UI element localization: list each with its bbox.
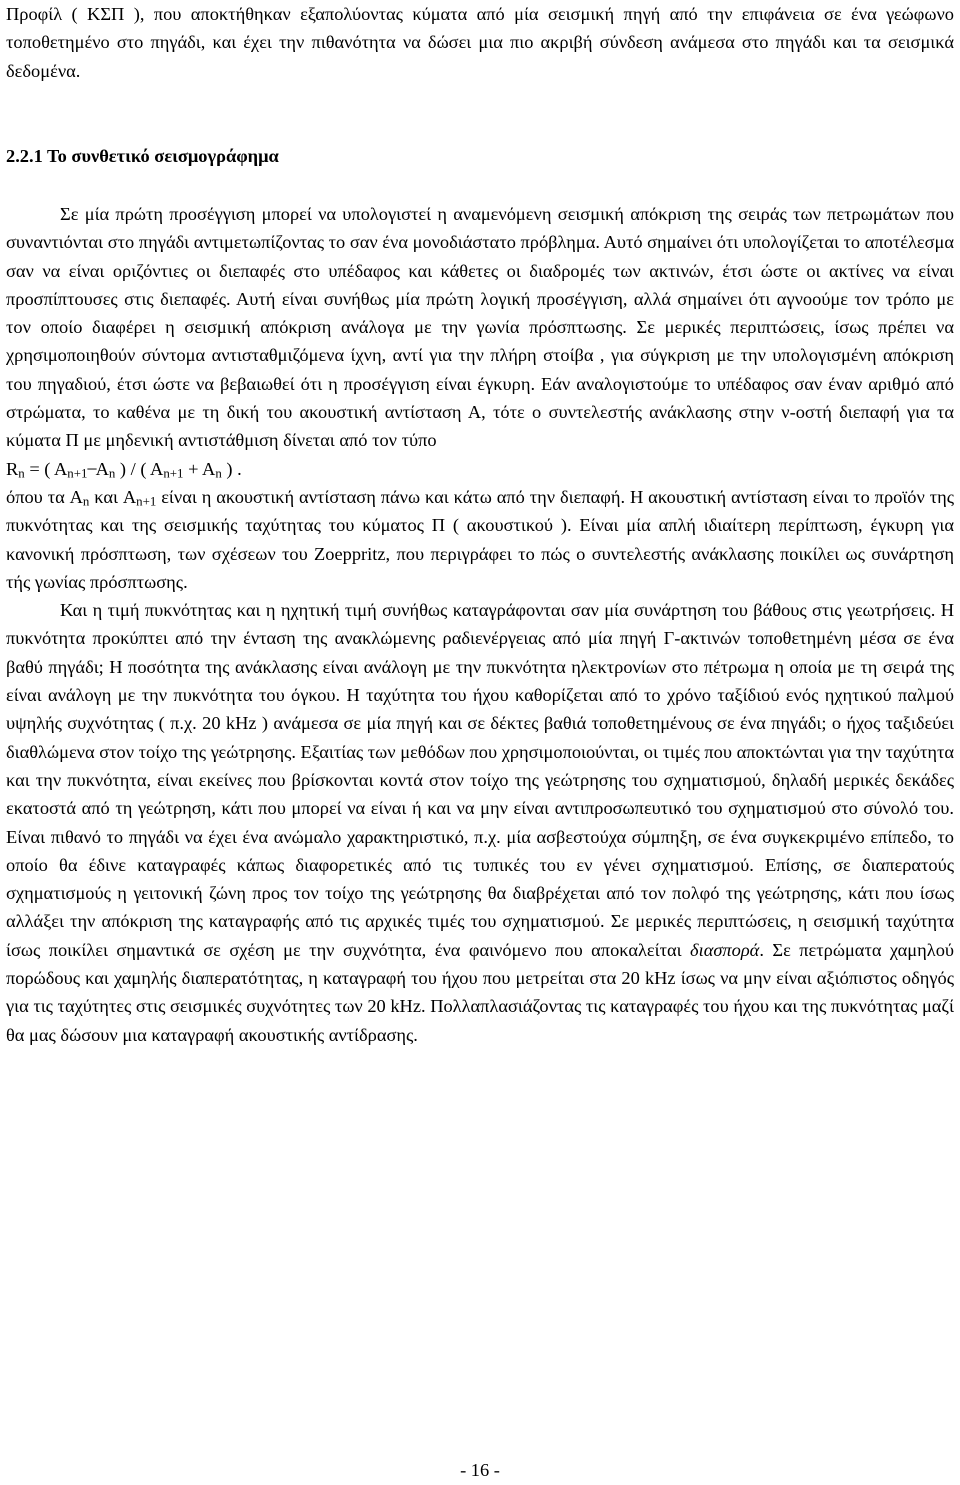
paragraph-text: Σε μία πρώτη προσέγγιση μπορεί να υπολογιστεί η αναμενόμενη σεισμική απόκριση της σειράς των πετρωμάτων που συναντιόνται στο πηγάδι αντιμετωπίζοντας το σαν ένα μονοδιάστατο πρόβλημα. Αυτό σημαίνει ότι υπολογίζεται το αποτέλεσμα σαν να είναι οριζόντιες οι διεπαφές στο υπέδαφος και κάθετες οι διαδρομές των ακτινών, έτσι ώστε οι ακτίνες να είναι προσπίπτουσες στις διεπαφές. Αυτή είναι συνήθως μία πρώτη λογική προσέγγιση, αλλά σημαίνει ότι αγνοούμε τον τρόπο με τον οποίο διαφέρει η σεισμική απόκριση ανάλογα με την γωνία πρόσπτωσης. Σε μερικές περιπτώσεις, ίσως πρέπει να χρησιμοποιηθούν σύντομα αντισταθμιζόμενα ίχνη, αντί για την πλήρη στοίβα , για σύγκριση με την υπολογισμένη απόκριση του πηγαδιού, έτσι ώστε να βεβαιωθεί ότι η προσέγγιση είναι έγκυρη. Εάν αναλογιστούμε το υπέδαφος σαν έναν αριθμό από στρώματα, το καθένα με τη δική του ακουστική αντίσταση Α, τότε ο συντελεστής ανάκλασης στην ν-οστή διεπαφή για τα κύματα Π με μηδενική αντιστάθμιση δίνεται από τον τύπο	[6, 204, 954, 451]
page-number: - 16 -	[460, 1460, 500, 1480]
intro-paragraph: Προφίλ ( ΚΣΠ ), που αποκτήθηκαν εξαπολύοντας κύματα από μία σεισμική πηγή από την επιφάνεια σε ένα γεώφωνο τοποθετημένο στο πηγάδι, και έχει την πιθανότητα να δώσει μια πιο ακριβή σύνδεση ανάμεσα στο πηγάδι και τα σεισμικά δεδομένα.	[6, 4, 954, 81]
reflection-coefficient-formula: $R_n$ = ( $A_{n+1}$ ̶ $A_n$ ) / ( $A_{n+1} + A_n$ ) .	[6, 458, 242, 481]
paragraph-acoustic-impedance: όπου τα $A_n$ και $A_{n+1}$ είναι η ακουστική αντίσταση πάνω και κάτω από την διεπαφή. Η ακουστική αντίσταση είναι το προϊόν της πυκνότητας και της σεισμικής ταχύτητας του κύματος Π ( ακουστικού ). Είναι μία απλή ιδιαίτερη περίπτωση, έγκυρη για κανονική πρόσπτωση, των σχέσεων του Zoeppritz, που περιγράφει το πώς ο συντελεστής ανάκλασης ποικίλει ως συνάρτηση τής γωνίας πρόσπτωσης.	[6, 486, 954, 592]
paragraph-synthetic-seismogram	[6, 200, 954, 455]
section-body	[6, 200, 954, 1049]
section-heading: 2.2.1 Το συνθετικό σεισμογράφημα	[6, 146, 279, 166]
italic-term: διασπορά	[690, 939, 760, 960]
paragraph-density-velocity-logs: Και η τιμή πυκνότητας και η ηχητική τιμή συνήθως καταγράφονται σαν μία συνάρτηση του βάθους στις γεωτρήσεις. Η πυκνότητα προκύπτει από την ένταση της ανακλώμενης ραδιενέργειας από μία πηγή Γ-ακτινών τοποθετημένη μέσα σε ένα βαθύ πηγάδι; Η ποσότητα της ανάκλασης είναι ανάλογη με την πυκνότητα ηλεκτρονίων στο πέτρωμα η οποία με τη σειρά της είναι ανάλογη με την πυκνότητα του όγκου. Η ταχύτητα του ήχου καθορίζεται από το χρόνο ταξίδιού ενός ηχητικού παλμού υψηλής συχνότητας ( π.χ. 20 kHz ) ανάμεσα σε μία πηγή και σε δέκτες βαθιά τοποθετημένους σε ένα πηγάδι; ο ήχος ταξιδεύει διαθλώμενα στον τοίχο της γεώτρησης. Εξαιτίας των μεθόδων που χρησιμοποιούνται, οι τιμές που αποκτώνται για την ταχύτητα και την πυκνότητα, είναι εκείνες που βρίσκονται κοντά στον τοίχο της γεώτρησης του σχηματισμού, δηλαδή μερικές δεκάδες εκατοστά από τη γεώτρηση, κάτι που μπορεί να είναι ή και να μην είναι αντιπροσωπευτικό του σχηματισμού στο σύνολό του. Είναι πιθανό το πηγάδι να έχει ένα ανώμαλο χαρακτηριστικό, π.χ. μία ασβεστούχα σύμπηξη, σε ένα συγκεκριμένο επίπεδο, το οποίο θα έδινε καταγραφές κάπως διαφορετικές από τις τυπικές του εν γένει σχηματισμού. Επίσης, σε διαπερατούς σχηματισμούς η γειτονική ζώνη προς τον τοίχο της γεώτρησης θα διαβρέχεται από τον πολφό της γεώτρησης, κάτι που ίσως αλλάξει την απόκριση της καταγραφής από τις αρχικές τιμές του σχηματισμού. Σε μερικές περιπτώσεις, η σεισμική ταχύτητα ίσως ποικίλει σημαντικά σε σχέση με την συχνότητα, ένα φαινόμενο που αποκαλείται διασπορά. Σε πετρώματα χαμηλού πορώδους και χαμηλής διαπερατότητας, η καταγραφή του ήχου που μετρείται στα 20 kHz ίσως να μην είναι αξιόπιστος οδηγός για τις ταχύτητες στις σεισμικές συχνότητες των 20 kHz. Πολλαπλασιάζοντας τις καταγραφές του ήχου και της πυκνότητας μαζί θα μας δώσουν μια καταγραφή ακουστικής αντίδρασης.	[6, 600, 955, 1045]
